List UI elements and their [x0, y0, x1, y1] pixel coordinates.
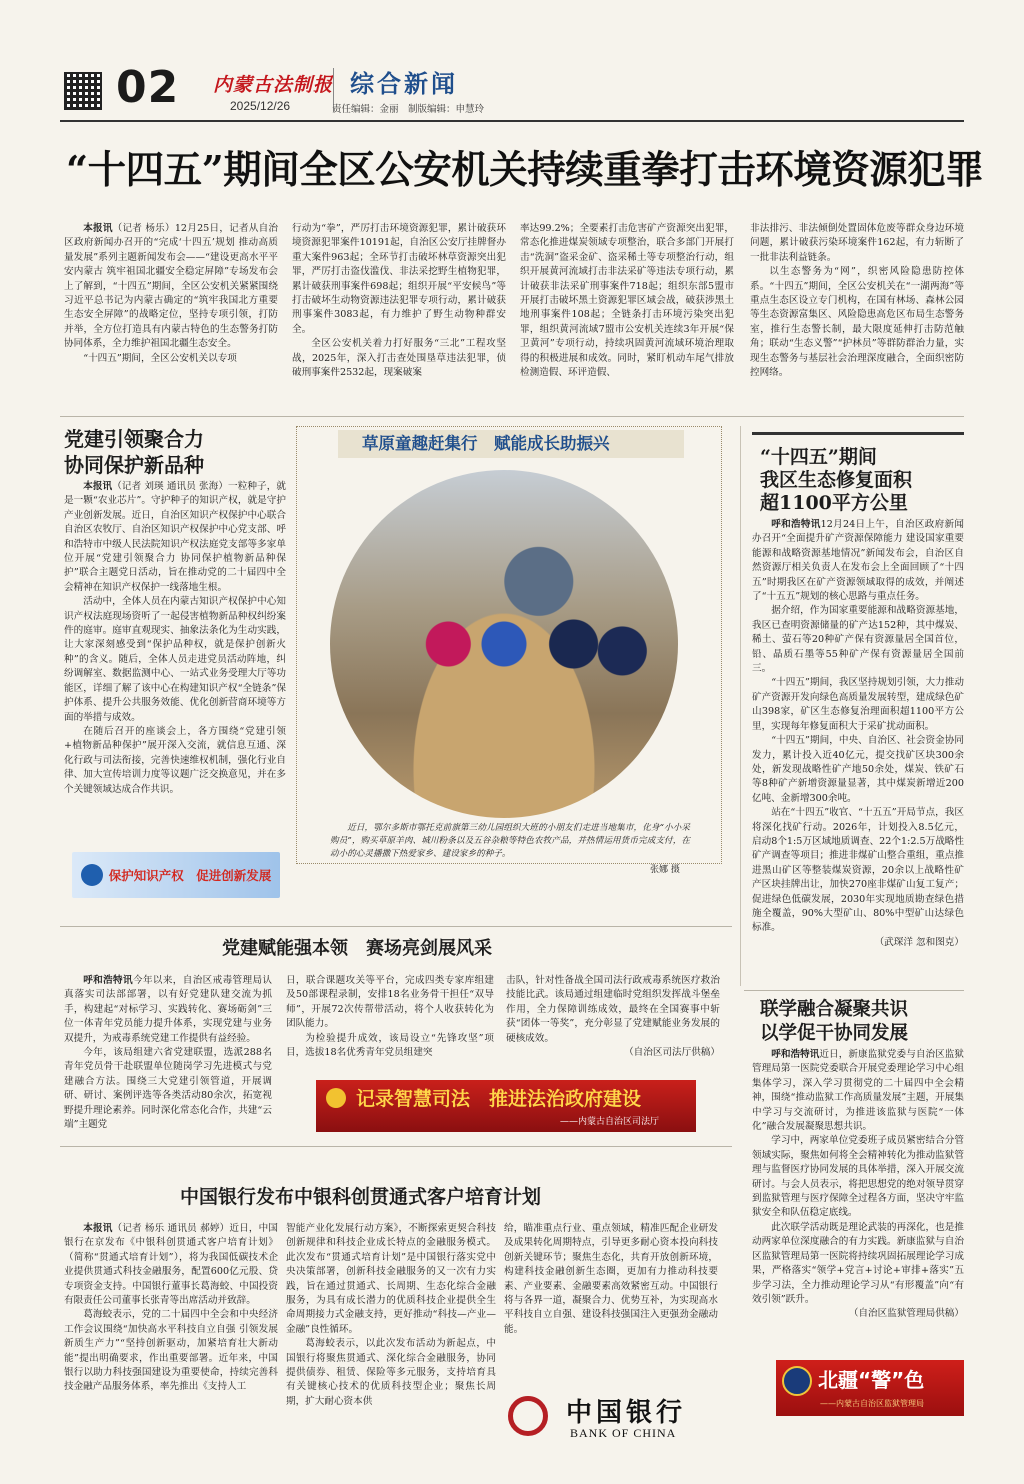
party-emblem-icon [326, 1088, 346, 1108]
boc-col2: 智能产业化发展行动方案》，不断探索更契合科技创新规律和科技企业成长特点的金融服务模式。此次发布“贯通式培育计划”是中国银行落实党中央决策部署，创新科技金融服务的又一次有力实践，旨在通过贯通式、长周期、生态化综合金融服务，为具有成长潜力的优质科技企业提供全生命周期接力式金融支持，更好推动“科技—产业—金融”良性循环。 葛海蛟表示，以此次发布活动为新起点，中国银行将聚焦贯通式、深化综合金融服务，协同提供债券、租赁、保险等多元服务，支持培育具有关键核心技术的优质科技型企业；聚焦长周期，扩大耐心资本供 [286, 1223, 496, 1407]
northern-police-banner-title: 北疆“警”色 [818, 1368, 925, 1392]
bank-of-china-logo-cn: 中国银行 [566, 1398, 687, 1428]
bank-of-china-logo-icon [508, 1396, 548, 1436]
police-badge-icon [782, 1366, 812, 1396]
market-children-photo [330, 470, 678, 818]
bottom-left-col1: 呼和浩特讯今年以来，自治区戒毒管理局认真落实司法部部署，以有好党建队建交流为抓手，构建起“对标学习、实践转化、赛场砺剑”三位一体青年党员能力提升体系，实现党建与业务双提升，为戒毒系统党建工作提供有益经验。 今年，该局组建六省党建联盟，选派288名青年党员骨干赴联盟单位随岗学习先进模式与党建融合方法。围绕三大党建引领管道，开展调研、研讨、案例评选等各类活动80余次，拓宽视野提升理论素养。同时深化常态化合作，共建“云端”主题党 [64, 975, 273, 1131]
northern-police-banner-sub: ——内蒙古自治区监狱管理局 [820, 1399, 924, 1408]
left-story-headline: 党建引领聚合力 协同保护新品种 [64, 427, 204, 477]
photo-caption: 近日，鄂尔多斯市鄂托克前旗第三幼儿园组织大班的小朋友们走进当地集市，化身“小小采购员”，购买草原羊肉、城川粉条以及五谷杂粮等特色农牧产品，并热情运用货币完成支付，在动小的心灵播撒下热爱家乡、建设家乡的种子。 [330, 823, 690, 859]
main-article-col3: 率达99.2%；全要素打击危害矿产资源突出犯罪，常态化推进煤炭领域专项整治，联合多部门开展打击“洗洞”盗采金矿、盗采稀土等专项整治行动，组织开展黄河流域打击非法采矿等违法专项行动，累计破获非法采矿刑事案件718起；组织东部5盟市开展打击破坏黑土资源犯罪区域会战，破获涉黑土地刑事案件108起；全链条打击环境污染突出犯罪，组织黄河流域7盟市公安机关连续3年开展“保卫黄河”专项行动，持续巩固黄河流域环境治理取得的积极进展和成效。同时，紧盯机动车尾气排放检测造假、环评造假、 [520, 223, 734, 379]
bottom-left-col2: 日，联合课题攻关等平台，完成四类专家库组建及50部课程录制，安排18名业务骨干担任“双导师”，开展72次传帮带活动，将个人收获转化为团队能力。 为检验提升成效，该局设立“先锋攻坚”项目，选拔18名优秀青年党员组建突 [286, 975, 494, 1059]
smart-justice-banner-sub: ——内蒙古自治区司法厅 [560, 1117, 660, 1127]
issue-date: 2025/12/26 [230, 99, 291, 113]
left-story-body: 本报讯（记者 刘瑛 通讯员 张海）一粒种子，就是一颗“农业芯片”。守护种子的知识产权，就是守护产业创新发展。近日，自治区知识产权保护中心联合自治区农牧厅、自治区知识产权保护中心党支部、呼和浩特市中级人民法院知识产权法庭党支部等多家单位开展“党建引领聚合力 协同保护植物新品种保护”联合主题党日活动，旨在推动党的二十届四中全会精神在知识产权保护一线落地生根。 活动中，全体人员在内蒙古知识产权保护中心知识产权法庭现场资听了一起侵害植物新品种权纠纷案件的庭审。庭审直观现实、抽象法条化为生动实践，让大家深刻感受到“保护品种权，就是保护创新火种”的含义。随后，全体人员走进党员活动阵地，纠纷调解室、数据监测中心、一站式业务受理大厅等功能区，详细了解了该中心在构建知识产权“全链条”保护体系、提升公共服务效能、优化创新营商环境等方面的举措与成效。 在随后召开的座谈会上，各方围绕“党建引领+植物新品种保护”展开深入交流，就信息互通、深化行政与司法衔接，完善快速维权机制，强化行业自律、加大宣传培训力度等议题广泛交换意见，并在多个关键领域达成合作共识。 [64, 481, 286, 795]
photo-credit: 张娜 摄 [650, 865, 680, 875]
right-story-headline: “十四五”期间 我区生态修复面积 超1100平方公里 [760, 446, 913, 514]
section-title: 综合新闻 [350, 69, 458, 98]
boc-col3: 给，瞄准重点行业、重点领域，精准匹配企业研发及成果转化周期特点，引导更多耐心资本投向科技创新关键环节；聚焦生态化，共育开放创新环境，构建科技金融创新生态圈，更加有力推动科技要素、产业要素、金融要素高效紧密互动。中国银行将与各界一道，凝聚合力、优势互补，为实现高水平科技自立自强、建设科技强国注入更强劲金融动能。 [504, 1223, 718, 1335]
main-article-col1: 本报讯（记者 杨乐）12月25日，记者从自治区政府新闻办召开的“完成‘十四五’规划 推动高质量发展”系列主题新闻发布会——“建设更高水平平安内蒙古 筑牢祖国北疆安全稳定屏障”专场发布会上了解到，“十四五”期间，全区公安机关紧紧围绕习近平总书记为内蒙古确定的“筑牢我国北方重要生态安全屏障”的战略定位，坚持专项引领，打防并举，全方位打造具有内蒙古特色的生态警务打防协同体系，全力维护祖国北疆生态安全。 “十四五”期间，全区公安机关以专项 [64, 223, 278, 364]
right-story-body: 呼和浩特讯12月24日上午，自治区政府新闻办召开“全面提升矿产资源保障能力 建设国家重要能源和战略资源基地情况”新闻发布会，自治区自然资源厅相关负责人在发布会上全面回顾了“十四五”时期我区在矿产资源领域取得的成效，并阐述了“十五五”规划的核心思路与重点任务。 据介绍，作为国家重要能源和战略资源基地，我区已查明资源储量的矿产达152种，其中煤炭、稀土、萤石等20种矿产保有资源量居全国首位，铅、晶质石墨等55种矿产保有资源量居全国前三。 “十四五”期间，我区坚持规划引领，大力推动矿产资源开发向绿色高质量发展转型，建成绿色矿山398家，矿区生态修复治理面积超1100平方公里，实现每年修复面积大于采矿扰动面积。 “十四五”期间，中央、自治区、社会资金协同发力，累计投入近40亿元，提交找矿区块300余处，新发现战略性矿产地50余处，煤炭、铁矿石等8种矿产新增资源量显著，其中煤炭新增近200亿吨、金新增300余吨。 站在“十四五”收官、“十五五”开局节点，我区将深化找矿行动。2026年，计划投入8.5亿元，启动8个1:5万区域地质调查、22个1:2.5万战略性矿产调查等项目；推进非煤矿山整合重组，重点推进黑山矿区等整装煤炭资源，20余以上战略性矿产区块挂牌出让，加快270座非煤矿山复工复产；促进绿色低碳发展，2030年实现地质勘查绿色措施全覆盖，90%大型矿山、80%中型矿山达绿色标准。 （武琛洋 忽和图克） [752, 519, 965, 948]
right-bottom-body: 呼和浩特讯近日，新康监狱党委与自治区监狱管理局第一医院党委联合开展党委理论学习中心组集体学习，深入学习贯彻党的二十届四中全会精神，围绕“推动监狱工作高质量发展”主题，开展集中学习与交流研讨，为推进该监狱与医院“一体化”融合发展凝聚思想共识。 学习中，两家单位党委班子成员紧密结合分管领域实际，聚焦如何将全会精神转化为推动监狱管理与监督医疗协同发展的具体举措，深入开展交流研讨。与会人员表示，将把思想党的绝对领导贯穿到监狱管理与医疗保障全过程各方面，坚决守牢监狱安全和队伍稳定底线。 此次联学活动既是理论武装的再深化，也是推动两家单位深度融合的有力实践。新康监狱与自治区监狱管理局第一医院将持续巩固拓展理论学习成果，严格落实“领学+党言+讨论+审排+落实”五步学习法，全力推动理论学习从“有形覆盖”向“有效引领”跃升。 （自治区监狱管理局供稿） [752, 1049, 965, 1320]
page-number: 02 [116, 62, 180, 113]
main-article-col4: 非法排污、非法倾倒处置固体危废等群众身边环境问题，累计破获污染环境案件162起，有力斩断了一批非法利益链条。 以生态警务为“网”，织密风险隐患防控体系。“十四五”期间，全区公安机关在“一湖两海”等重点生态区设立专门机构，在国有林场、森林公园等生态资源富集区、风险隐患高危区布局生态警务室，推行生态警长制，最大限度延伸打击防范触角；联动“生态义警”“护林员”等群防群治力量，实现生态警务与基层社会治理深度融合，全面织密防控网络。 [750, 223, 964, 379]
editor-credits: 责任编辑：金丽 制版编辑：申慧玲 [332, 104, 485, 115]
bottom-left-col3: 击队，针对性备战全国司法行政戒毒系统医疗救治技能比武。该局通过组建临时党组织发挥战斗堡垒作用，全力保障训练成效，最终在全国赛事中斩获“团体一等奖”，充分彰显了党建赋能业务发展的硬核成效。 （自治区司法厅供稿） [506, 975, 720, 1059]
right-bottom-headline: 联学融合凝聚共识 以学促干协同发展 [760, 999, 909, 1044]
main-headline: “十四五”期间全区公安机关持续重拳打击环境资源犯罪 [66, 148, 984, 193]
main-article-col2: 行动为“拳”，严厉打击环境资源犯罪，累计破获环境资源犯罪案件10191起，自治区公安厅挂牌督办重大案件963起；全环节打击破坏林草资源突出犯罪，严厉打击盗伐滥伐、非法采挖野生植物犯罪，累计破获刑事案件698起；组织开展“平安候鸟”等打击破坏生动物资源违法犯罪专项行动，累计破获刑事案件3083起，有力维护了野生动物种群安全。 全区公安机关着力打好服务“三北”工程攻坚战，2025年，深入打击查处围垦草违法犯罪，侦破刑事案件2532起，现案破案 [292, 223, 506, 379]
boc-col1: 本报讯（记者 杨乐 通讯员 郝婷）近日，中国银行在京发布《中银科创贯通式客户培育计划》（简称“贯通式培育计划”），将为我国低碳技术企业提供贯通式科技金融服务，配置600亿元股、贷专项资金支持。中国银行董事长葛海蛟、中国投资有限责任公司董事长张青等出席活动并致辞。 葛海蛟表示，党的二十届四中全会和中央经济工作会议围绕“加快高水平科技自立自强 引领发展新质生产力”“坚持创新驱动，加紧培育壮大新动能”提出明确要求，作出重要部署。近年来，中国银行以助力科技强国建设为重要使命，持续完善科技金融产品服务体系，率先推出《支持人工 [64, 1223, 278, 1393]
ip-banner-icon [81, 864, 103, 886]
boc-headline: 中国银行发布中银科创贯通式客户培育计划 [180, 1186, 542, 1208]
paper-logo: 内蒙古法制报 [213, 74, 334, 96]
bank-of-china-logo-en: BANK OF CHINA [570, 1426, 677, 1440]
bottom-left-headline: 党建赋能强本领 赛场亮剑展风采 [222, 938, 492, 959]
qr-code [64, 72, 102, 110]
smart-justice-banner-title: 记录智慧司法 推进法治政府建设 [356, 1088, 642, 1110]
ip-protection-banner: 保护知识产权 促进创新发展 [72, 852, 280, 898]
photo-story-title: 草原童趣赶集行 赋能成长助振兴 [362, 434, 610, 453]
